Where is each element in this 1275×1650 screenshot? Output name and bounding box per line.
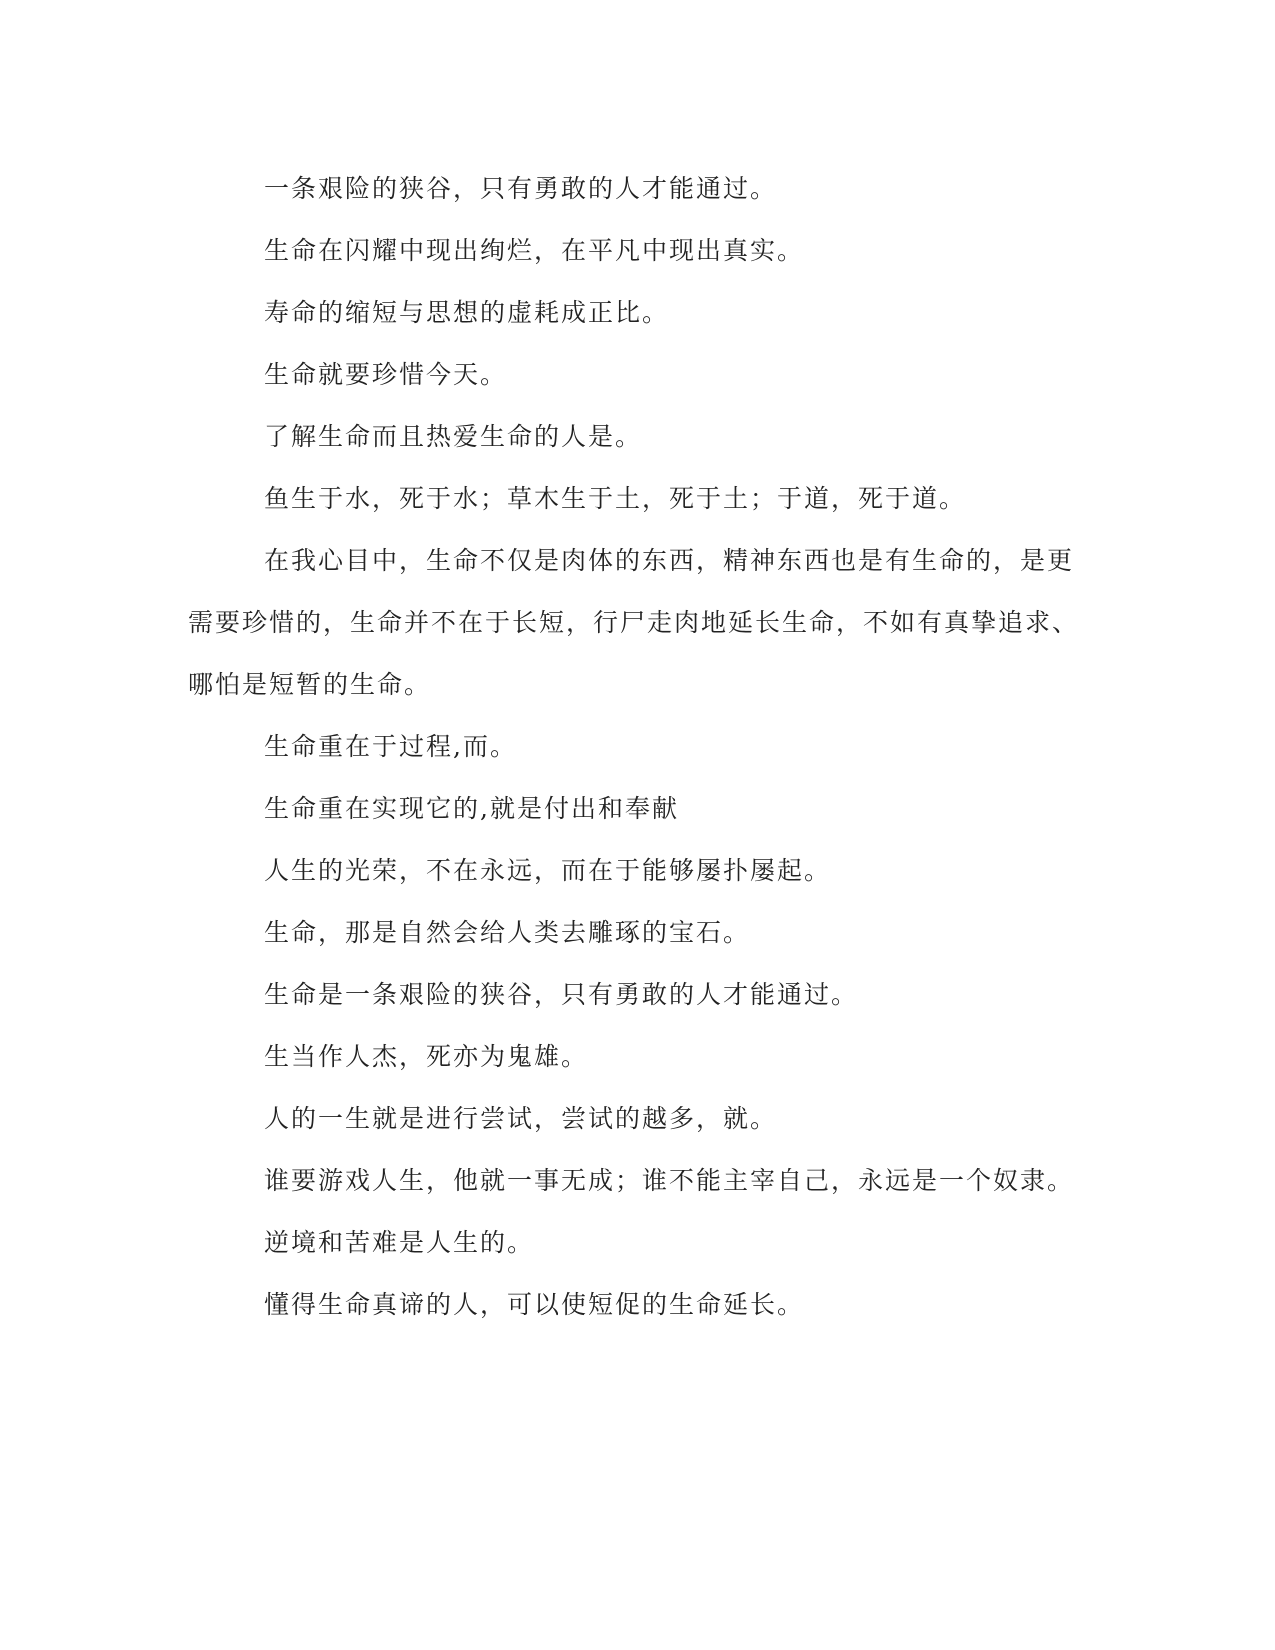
paragraph: 生命重在于过程,而。	[264, 732, 517, 761]
paragraph: 人的一生就是进行尝试，尝试的越多，就。	[264, 1104, 778, 1133]
paragraph: 寿命的缩短与思想的虚耗成正比。	[264, 298, 670, 327]
paragraph: 逆境和苦难是人生的。	[264, 1228, 535, 1257]
paragraph: 了解生命而且热爱生命的人是。	[264, 422, 643, 451]
paragraph: 生当作人杰，死亦为鬼雄。	[264, 1042, 589, 1071]
paragraph: 懂得生命真谛的人，可以使短促的生命延长。	[264, 1290, 805, 1319]
paragraph: 生命在闪耀中现出绚烂，在平凡中现出真实。	[264, 236, 805, 265]
paragraph: 鱼生于水，死于水；草木生于土，死于土；于道，死于道。	[264, 484, 967, 513]
paragraph: 生命，那是自然会给人类去雕琢的宝石。	[264, 918, 751, 947]
paragraph: 人生的光荣，不在永远，而在于能够屡扑屡起。	[264, 856, 832, 885]
paragraph: 生命是一条艰险的狭谷，只有勇敢的人才能通过。	[264, 980, 859, 1009]
paragraph: 生命就要珍惜今天。	[264, 360, 508, 389]
paragraph: 生命重在实现它的,就是付出和奉献	[264, 794, 679, 823]
paragraph: 谁要游戏人生，他就一事无成；谁不能主宰自己，永远是一个奴隶。	[264, 1166, 1075, 1195]
paragraph: 在我心目中，生命不仅是肉体的东西，精神东西也是有生命的，是更需要珍惜的，生命并不在于长短，行尸走肉地延长生命，不如有真挚追求、哪怕是短暂的生命。	[188, 546, 1080, 699]
paragraph: 一条艰险的狭谷，只有勇敢的人才能通过。	[264, 174, 778, 203]
document-body	[188, 158, 1088, 1336]
